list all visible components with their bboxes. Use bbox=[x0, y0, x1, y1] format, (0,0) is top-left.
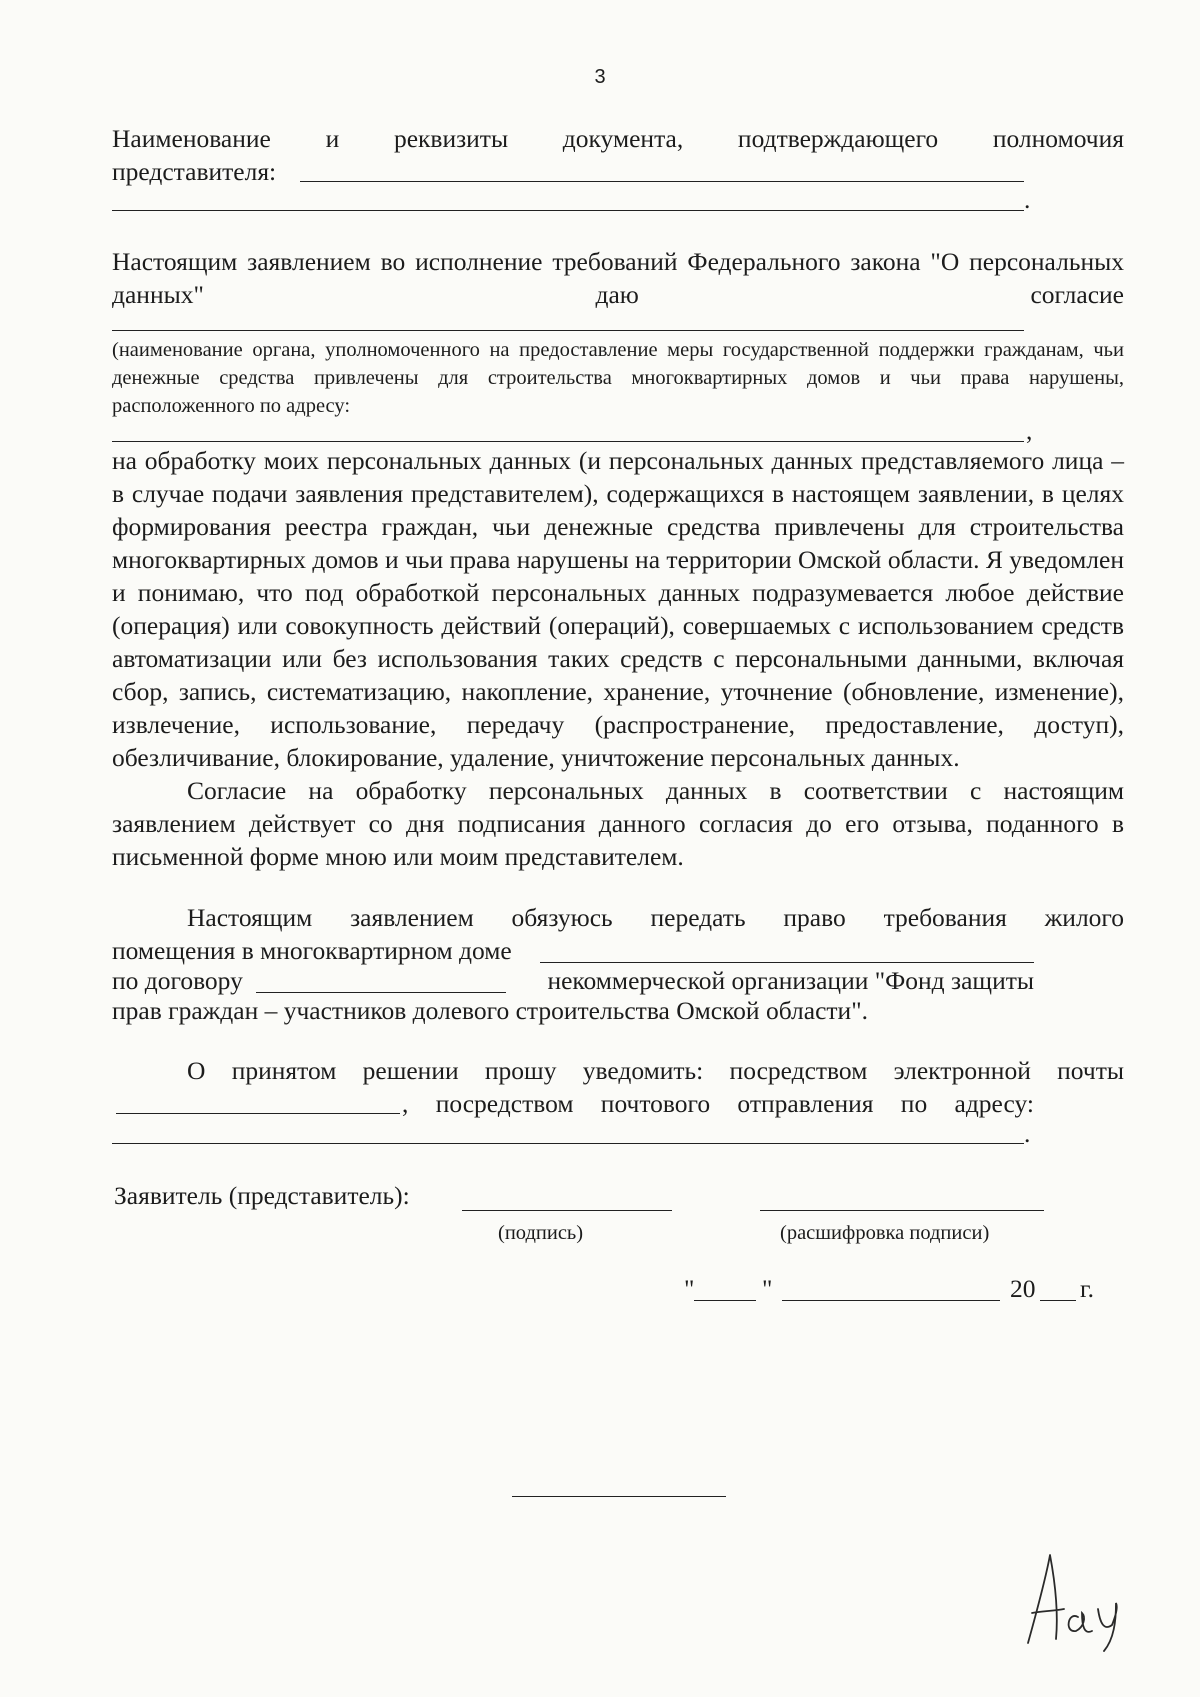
period-mark: . bbox=[1024, 185, 1031, 214]
date-quote-open: " bbox=[684, 1274, 695, 1303]
notification-block bbox=[112, 1054, 1124, 1087]
authority-caption: (наименование органа, уполномоченного на предоставление меры государственной поддержки гражданам, чьи денежные средства привлечены для строительства многоквартирных домов и чьи права нарушены, расположенного по адресу: bbox=[112, 339, 1124, 417]
authority-caption-block bbox=[112, 336, 1124, 420]
representative-label: представителя: bbox=[112, 157, 277, 186]
transfer-line2-label: помещения в многоквартирном доме bbox=[112, 936, 512, 965]
page-number: 3 bbox=[594, 66, 606, 88]
decoding-caption: (расшифровка подписи) bbox=[780, 1222, 990, 1244]
transfer-line4: прав граждан – участников долевого строительства Омской области". bbox=[112, 996, 868, 1025]
notification-line1: О принятом решении прошу уведомить: посредством электронной почты bbox=[187, 1056, 1124, 1085]
postal-address-field-line[interactable] bbox=[112, 1143, 1024, 1144]
handwritten-initials-icon bbox=[1020, 1547, 1140, 1657]
representative-doc-line1: Наименование и реквизиты документа, подтверждающего полномочия bbox=[112, 124, 1124, 153]
period-mark-2: . bbox=[1024, 1119, 1031, 1148]
bottom-field-line[interactable] bbox=[512, 1496, 726, 1497]
representative-doc-field-line2[interactable] bbox=[112, 210, 1024, 211]
consent-body bbox=[112, 444, 1124, 873]
applicant-label: Заявитель (представитель): bbox=[114, 1181, 410, 1210]
month-field-line[interactable] bbox=[782, 1300, 1000, 1301]
email-field-line[interactable] bbox=[116, 1113, 400, 1114]
contract-label: по договору bbox=[112, 966, 243, 995]
date-quote-close: " bbox=[762, 1274, 773, 1303]
contract-field-line[interactable] bbox=[256, 992, 506, 993]
representative-doc-field-line[interactable] bbox=[300, 181, 1024, 182]
decoding-field-line[interactable] bbox=[760, 1210, 1044, 1211]
year-suffix: г. bbox=[1080, 1274, 1094, 1303]
consent-body-text: на обработку моих персональных данных (и персональных данных представляемого лица – в случае подачи заявления представителем), содержащихся в настоящем заявлении, в целях формирования реестра граждан, чьи денежные средства привлечены для строительства многоквартирных домов и чьи права нарушены на территории Омской области. Я уведомлен и понимаю, что под обработкой персональных данных подразумевается любое действие (операция) или совокупность действий (операций), совершаемых с использованием средств автоматизации или без использования таких средств с персональными данными, включая сбор, запись, систематизацию, накопление, хранение, уточнение (обновление, изменение), извлечение, использование, передачу (распространение, предоставление, доступ), обезличивание, блокирование, удаление, уничтожение персональных данных. bbox=[112, 446, 1124, 772]
representative-doc-block bbox=[112, 122, 1124, 155]
house-field-line[interactable] bbox=[540, 962, 1034, 963]
consent-validity-text: Согласие на обработку персональных данных в соответствии с настоящим заявлением действует со дня подписания данного согласия до его отзыва, поданного в письменной форме мною или моим представителем. bbox=[112, 776, 1124, 871]
notification-line2: , посредством почтового отправления по адресу: bbox=[402, 1089, 1034, 1118]
authority-address-field-line[interactable] bbox=[112, 441, 1024, 442]
day-field-line[interactable] bbox=[694, 1300, 756, 1301]
signature-caption: (подпись) bbox=[498, 1222, 584, 1244]
authority-field-line[interactable] bbox=[112, 330, 1024, 331]
consent-intro-text: Настоящим заявлением во исполнение требований Федерального закона "О персональных данных" даю согласие bbox=[112, 247, 1124, 309]
transfer-line3-text: некоммерческой организации "Фонд защиты bbox=[547, 966, 1034, 995]
transfer-line1: Настоящим заявлением обязуюсь передать право требования жилого bbox=[187, 903, 1124, 932]
consent-intro bbox=[112, 245, 1124, 311]
signature-field-line[interactable] bbox=[462, 1210, 672, 1211]
transfer-block bbox=[112, 901, 1124, 934]
comma-mark: , bbox=[1026, 416, 1033, 445]
year-field-line[interactable] bbox=[1040, 1300, 1076, 1301]
year-prefix: 20 bbox=[1010, 1274, 1036, 1303]
